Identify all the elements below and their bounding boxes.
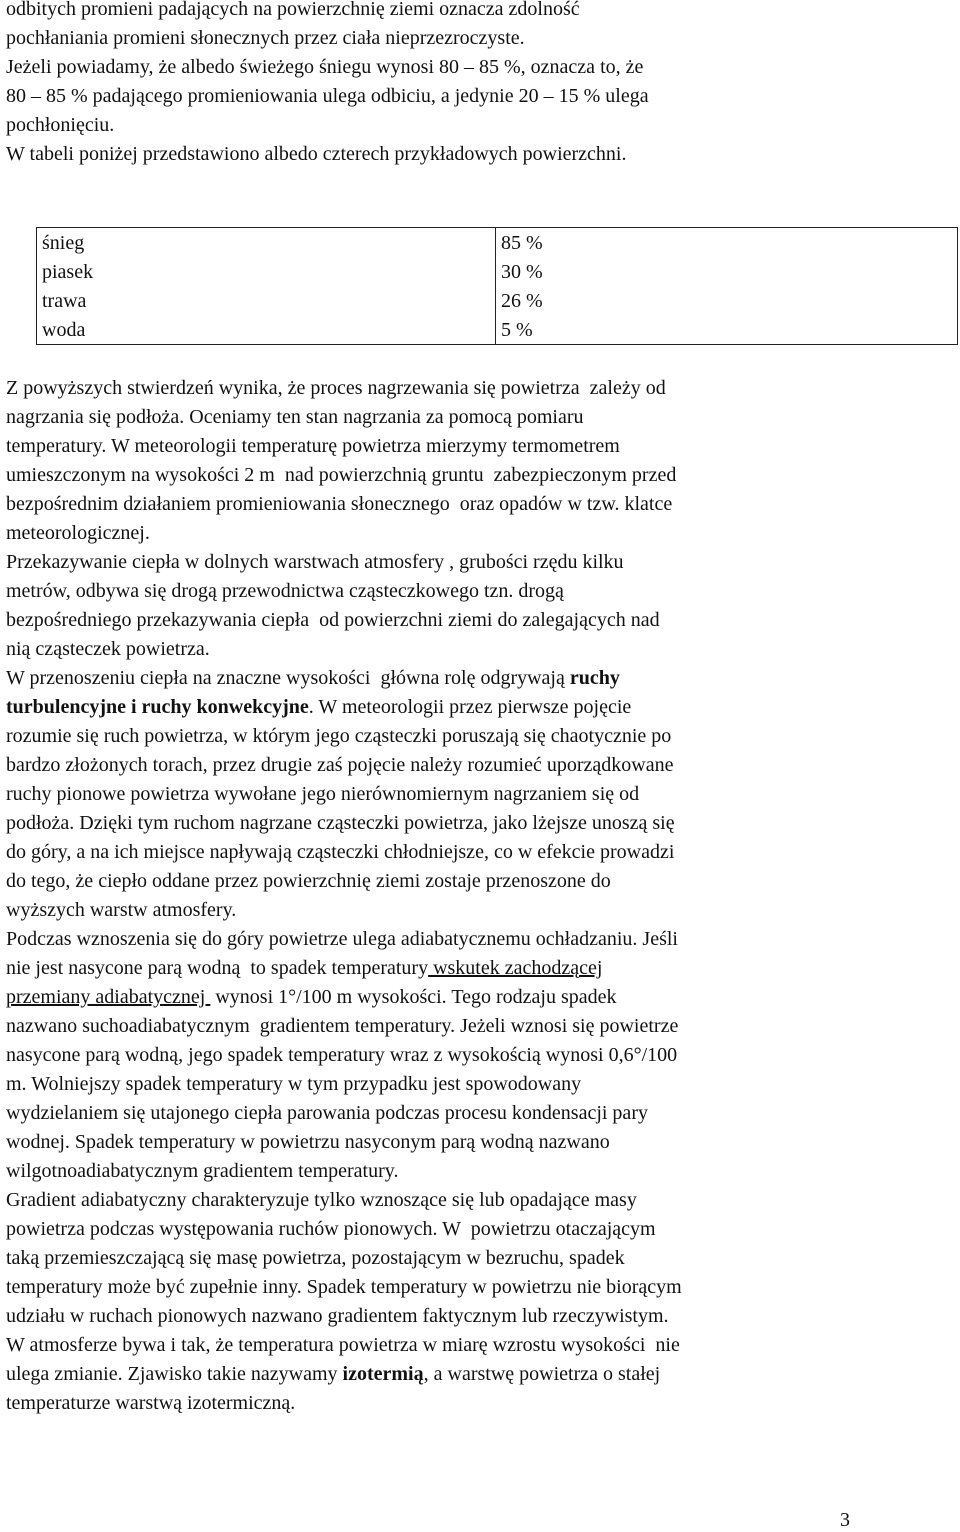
- albedo-cell: 85 %: [496, 228, 958, 258]
- text-line: bardzo złożonych torach, przez drugie zaś pojęcie należy rozumieć uporządkowane: [6, 754, 674, 776]
- text-line: wyższych warstw atmosfery.: [6, 899, 237, 921]
- text-line: bezpośredniego przekazywania ciepła od powierzchni ziemi do zalegających nad: [6, 609, 660, 631]
- text-line: wodnej. Spadek temperatury w powietrzu nasyconym parą wodną nazwano: [6, 1131, 610, 1153]
- albedo-table: [36, 227, 958, 345]
- text-line: [6, 664, 954, 693]
- albedo-cell: 30 %: [496, 257, 958, 286]
- text-line: Gradient adiabatyczny charakteryzuje tylko wznoszące się lub opadające masy: [6, 1189, 637, 1211]
- text-line: temperaturze warstwą izotermiczną.: [6, 1392, 296, 1414]
- text-line: Jeżeli powiadamy, że albedo świeżego śniegu wynosi 80 – 85 %, oznacza to, że: [6, 56, 644, 78]
- albedo-cell: 26 %: [496, 286, 958, 315]
- text-span: , a warstwę powietrza o stałej: [423, 1363, 661, 1385]
- text-line: rozumie się ruch powietrza, w którym jego cząsteczki poruszają się chaotycznie po: [6, 725, 672, 747]
- table-row: [37, 286, 958, 315]
- text-line: Podczas wznoszenia się do góry powietrze ulega adiabatycznemu ochładzaniu. Jeśli: [6, 928, 678, 950]
- text-line: meteorologicznej.: [6, 522, 150, 544]
- text-line: udziału w ruchach pionowych nazwano gradientem faktycznym lub rzeczywistym.: [6, 1305, 669, 1327]
- text-span: nie jest nasycone parą wodną to spadek temperatury: [6, 957, 429, 979]
- text-line: W atmosferze bywa i tak, że temperatura powietrza w miarę wzrostu wysokości nie: [6, 1334, 680, 1356]
- text-line: metrów, odbywa się drogą przewodnictwa cząsteczkowego tzn. drogą: [6, 580, 564, 602]
- text-line: W tabeli poniżej przedstawiono albedo czterech przykładowych powierzchni.: [6, 143, 627, 165]
- surface-cell: woda: [37, 315, 496, 345]
- text-line: bezpośrednim działaniem promieniowania słonecznego oraz opadów w tzw. klatce: [6, 493, 673, 515]
- text-line: [6, 983, 954, 1012]
- surface-cell: śnieg: [37, 228, 496, 258]
- bold-term: turbulencyjne i ruchy konwekcyjne: [6, 696, 309, 718]
- text-line: nasycone parą wodną, jego spadek temperatury wraz z wysokością wynosi 0,6°/100: [6, 1044, 678, 1066]
- intro-paragraph: [6, 0, 954, 169]
- text-span: ulega zmianie. Zjawisko takie nazywamy: [6, 1363, 343, 1385]
- text-line: [6, 1360, 954, 1389]
- text-line: nią cząsteczek powietrza.: [6, 638, 210, 660]
- text-line: temperatury. W meteorologii temperaturę powietrza mierzymy termometrem: [6, 435, 620, 457]
- body-text: [6, 374, 954, 1418]
- text-line: [6, 954, 954, 983]
- text-line: powietrza podczas występowania ruchów pionowych. W powietrzu otaczającym: [6, 1218, 656, 1240]
- underlined-text: przemiany adiabatycznej: [6, 986, 211, 1008]
- text-line: wydzielaniem się utajonego ciepła parowania podczas procesu kondensacji pary: [6, 1102, 648, 1124]
- text-line: [6, 693, 954, 722]
- text-line: pochłonięciu.: [6, 114, 115, 136]
- text-line: ruchy pionowe powietrza wywołane jego nierównomiernym nagrzaniem się od: [6, 783, 640, 805]
- text-span: . W meteorologii przez pierwsze pojęcie: [308, 696, 632, 718]
- text-line: Przekazywanie ciepła w dolnych warstwach atmosfery , grubości rzędu kilku: [6, 551, 624, 573]
- text-span: wynosi 1°/100 m wysokości. Tego rodzaju spadek: [210, 986, 617, 1008]
- albedo-cell: 5 %: [496, 315, 958, 345]
- text-line: pochłaniania promieni słonecznych przez ciała nieprzezroczyste.: [6, 27, 525, 49]
- text-line: do góry, a na ich miejsce napływają cząsteczki chłodniejsze, co w efekcie prowadzi: [6, 841, 675, 863]
- table-row: [37, 257, 958, 286]
- text-line: Z powyższych stwierdzeń wynika, że proces nagrzewania się powietrza zależy od: [6, 377, 666, 399]
- bold-term: izotermią: [342, 1363, 424, 1385]
- text-line: podłoża. Dzięki tym ruchom nagrzane cząsteczki powietrza, jako lżejsze unoszą się: [6, 812, 675, 834]
- text-line: do tego, że ciepło oddane przez powierzchnię ziemi zostaje przenoszone do: [6, 870, 611, 892]
- text-line: m. Wolniejszy spadek temperatury w tym przypadku jest spowodowany: [6, 1073, 582, 1095]
- bold-term: ruchy: [569, 667, 620, 689]
- text-span: W przenoszeniu ciepła na znaczne wysokości główna rolę odgrywają: [6, 667, 570, 689]
- underlined-text: wskutek zachodzącej: [428, 957, 603, 979]
- surface-cell: trawa: [37, 286, 496, 315]
- text-line: temperatury może być zupełnie inny. Spadek temperatury w powietrzu nie biorącym: [6, 1276, 682, 1298]
- text-line: 80 – 85 % padającego promieniowania ulega odbiciu, a jedynie 20 – 15 % ulega: [6, 85, 649, 107]
- page-number: 3: [840, 1509, 850, 1531]
- table-row: [37, 315, 958, 345]
- text-line: nagrzania się podłoża. Oceniamy ten stan nagrzania za pomocą pomiaru: [6, 406, 584, 428]
- text-line: wilgotnoadiabatycznym gradientem temperatury.: [6, 1160, 399, 1182]
- table-row: [37, 228, 958, 258]
- text-line: nazwano suchoadiabatycznym gradientem temperatury. Jeżeli wznosi się powietrze: [6, 1015, 679, 1037]
- surface-cell: piasek: [37, 257, 496, 286]
- text-line: odbitych promieni padających na powierzchnię ziemi oznacza zdolność: [6, 0, 580, 20]
- text-line: taką przemieszczającą się masę powietrza, pozostającym w bezruchu, spadek: [6, 1247, 625, 1269]
- text-line: umieszczonym na wysokości 2 m nad powierzchnią gruntu zabezpieczonym przed: [6, 464, 677, 486]
